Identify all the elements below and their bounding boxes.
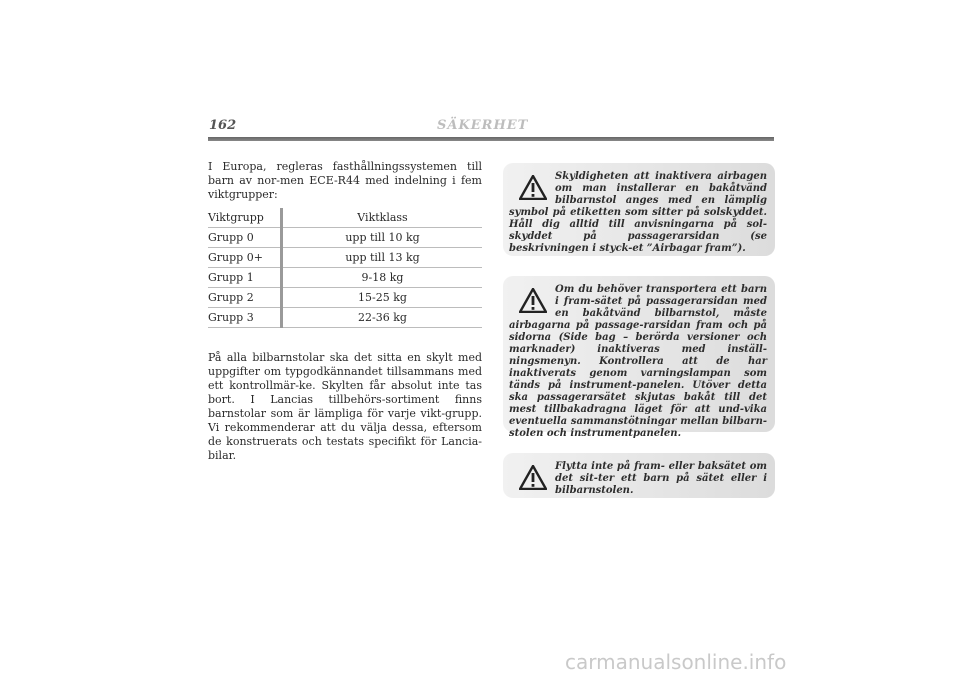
table-header-row bbox=[208, 208, 482, 228]
warning-triangle-icon bbox=[519, 288, 547, 313]
section-title: SÄKERHET bbox=[437, 118, 529, 133]
table-row bbox=[208, 288, 482, 308]
table-cell: 15-25 kg bbox=[283, 288, 482, 308]
warning-text: Skyldigheten att inaktivera airbagen om man installerar en bakåtvänd bilbarnstol anges med en lämplig symbol på etiketten som sitter på solskyddet. Håll dig alltid till anvisningarna på sol-skyddet på passagerarsidan (se beskrivningen i styck-et ”Airbagar fram”). bbox=[509, 171, 767, 254]
table-cell: Grupp 1 bbox=[208, 268, 280, 288]
warning-box-seat-move bbox=[503, 453, 775, 498]
warning-text: Flytta inte på fram- eller baksätet om det sit-ter ett barn på sätet eller i bilbarnstolen. bbox=[555, 461, 767, 496]
table-row bbox=[208, 228, 482, 248]
warning-text: Om du behöver transportera ett barn i fram-sätet på passagerarsidan med en bakåtvänd bilbarnstol, måste airbagarna på passage-rarsidan fram och på sidorna (Side bag – berörda versioner och marknader) inaktiveras med inställ-ningsmenyn. Kontrollera att de har inaktiverats genom varningslampan som tänds på instrument-panelen. Utöver detta ska passagerarsätet skjutas bakåt till det mest tillbakadragna läget för att und-vika eventuella sammanstötningar mellan bilbarn-stolen och instrumentpanelen. bbox=[509, 284, 767, 439]
warning-triangle-icon bbox=[519, 465, 547, 490]
warning-box-front-seat bbox=[503, 276, 775, 439]
table-cell: upp till 10 kg bbox=[283, 228, 482, 248]
table-cell: Grupp 3 bbox=[208, 308, 280, 328]
warning-box-airbag-label bbox=[503, 163, 775, 256]
table-cell: Grupp 0 bbox=[208, 228, 280, 248]
table-cell: 9-18 kg bbox=[283, 268, 482, 288]
table-cell: upp till 13 kg bbox=[283, 248, 482, 268]
header-rule bbox=[208, 137, 774, 141]
table-row bbox=[208, 268, 482, 288]
table-header-cell: Viktklass bbox=[283, 208, 482, 228]
table-cell: 22-36 kg bbox=[283, 308, 482, 328]
table-row bbox=[208, 308, 482, 328]
table-cell: Grupp 0+ bbox=[208, 248, 280, 268]
intro-paragraph: I Europa, regleras fasthållningssystemen till barn av nor-men ECE-R44 med indelning i fem viktgrupper: bbox=[208, 160, 482, 201]
warning-triangle-icon bbox=[519, 175, 547, 200]
table-header-cell: Viktgrupp bbox=[208, 208, 280, 228]
page-number: 162 bbox=[209, 118, 237, 133]
watermark: carmanualsonline.info bbox=[565, 650, 787, 674]
table-row bbox=[208, 248, 482, 268]
table-cell: Grupp 2 bbox=[208, 288, 280, 308]
weight-group-table bbox=[208, 208, 482, 328]
body-paragraph: På alla bilbarnstolar ska det sitta en skylt med uppgifter om typgodkännandet tillsammans med ett kontrollmär-ke. Skylten får absolut inte tas bort. I Lancias tillbehörs-sortiment finns barnstolar som är lämpliga för varje vikt-grupp. Vi rekommenderar att du välja dessa, eftersom de konstruerats och testats specifikt för Lancia-bilar. bbox=[208, 351, 482, 462]
